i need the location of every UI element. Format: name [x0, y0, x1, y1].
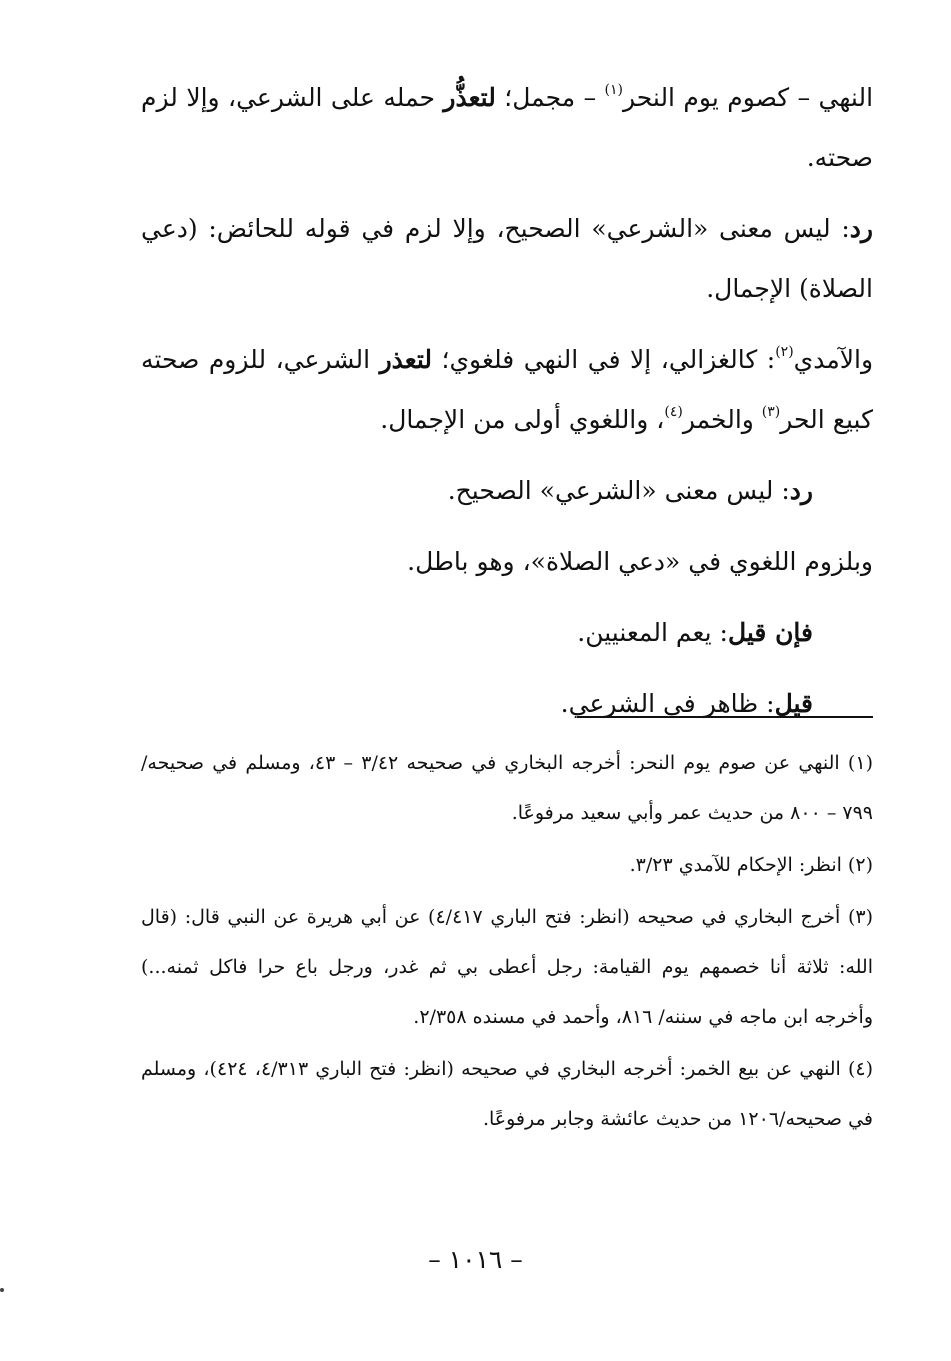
- footnote-ref-4: (٤): [664, 404, 683, 420]
- main-text: [141, 68, 873, 745]
- footnote-separator: [577, 716, 873, 718]
- text-run: : كالغزالي، إلا في النهي فلغوي؛: [432, 345, 776, 374]
- bold-term: لتعذر: [379, 345, 433, 374]
- text-run: حمله على الشرعي، وإلا لزم صحته.: [141, 83, 873, 172]
- text-run: : ليس معنى «الشرعي» الصحيح.: [447, 476, 790, 505]
- text-run: : يعم المعنيين.: [577, 618, 728, 647]
- text-run: : ظاهر في الشرعي.: [560, 689, 775, 718]
- text-run: ، واللغوي أولى من الإجمال.: [380, 405, 665, 434]
- text-run: وبلزوم اللغوي في «دعي الصلاة»، وهو باطل.: [407, 547, 873, 576]
- paragraph-2: [141, 199, 873, 319]
- scan-speck: [0, 1288, 4, 1292]
- text-run: والآمدي: [793, 345, 874, 374]
- footnote-1: (١) النهي عن صوم يوم النحر: أخرجه البخاري في صحيحه ٣/٤٢ – ٤٣، ومسلم في صحيحه/ ٧٩٩ – ٨٠٠ من حديث عمر وأبي سعيد مرفوعًا.: [141, 752, 873, 824]
- text-run: الشرعي، للزوم صحته كبيع الحر: [141, 345, 873, 434]
- text-run: : ليس معنى «الشرعي» الصحيح، وإلا لزم في قوله للحائض: (دعي الصلاة) الإجمال.: [141, 214, 873, 303]
- page-number: – ١٠١٦ –: [428, 1245, 523, 1274]
- footnotes: [141, 738, 873, 1146]
- footnote-3: (٣) أخرج البخاري في صحيحه (انظر: فتح الباري ٤/٤١٧) عن أبي هريرة عن النبي قال: (قال الله: ثلاثة أنا خصمهم يوم القيامة: رجل أعطى بي ثم غدر، ورجل باع حرا فاكل ثمنه...) وأخرجه ابن ماجه في سننه/ ٨١٦، وأحمد في مسنده ٢/٣٥٨.: [141, 906, 873, 1028]
- footnote-ref-1: (١): [604, 82, 623, 98]
- footnote-ref-3: (٣): [761, 404, 781, 420]
- text-run: النهي – كصوم يوم النحر: [622, 83, 874, 112]
- footnote-ref-2: (٢): [775, 344, 794, 360]
- paragraph-1: [141, 68, 873, 188]
- objection-label: فإن قيل: [727, 618, 813, 647]
- paragraph-6: [141, 603, 873, 663]
- text-run: والخمر: [682, 405, 762, 434]
- text-run: – مجمل؛: [495, 83, 605, 112]
- bold-term: لتعذُّر: [443, 83, 496, 112]
- answer-label: قيل: [774, 689, 813, 718]
- reply-label: رد: [849, 214, 873, 243]
- paragraph-4: [141, 461, 873, 521]
- paragraph-7: [141, 674, 873, 734]
- footnote-2: (٢) انظر: الإحكام للآمدي ٣/٢٣.: [629, 854, 873, 876]
- footnote-4: (٤) النهي عن بيع الخمر: أخرجه البخاري في صحيحه (انظر: فتح الباري ٤/٣١٣، ٤٢٤)، ومسلم في صحيحه/١٢٠٦ من حديث عائشة وجابر مرفوعًا.: [141, 1058, 874, 1130]
- reply-label: رد: [789, 476, 813, 505]
- paragraph-3: [141, 330, 873, 450]
- paragraph-5: [141, 532, 873, 592]
